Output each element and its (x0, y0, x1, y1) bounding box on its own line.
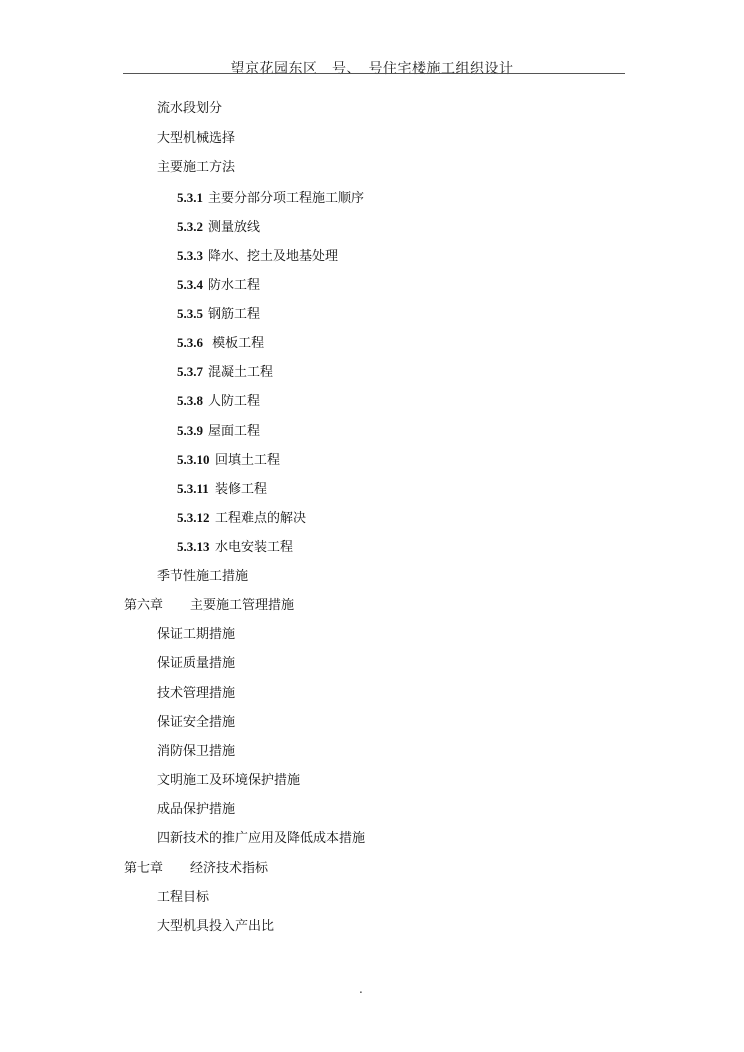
toc-entry[interactable] (177, 219, 260, 236)
toc-entry-text: 模板工程 (208, 336, 265, 351)
toc-entry-text: 降水、挖土及地基处理 (208, 249, 339, 264)
chapter-number: 第六章 (124, 598, 164, 613)
page-footer-mark: . (359, 982, 363, 996)
toc-entry-text: 季节性施工措施 (157, 569, 249, 584)
toc-entry[interactable] (157, 890, 209, 906)
toc-entry-text: 四新技术的推广应用及降低成本措施 (157, 831, 366, 846)
toc-entry[interactable] (177, 306, 260, 323)
toc-entry-text: 保证质量措施 (157, 656, 236, 671)
toc-entry[interactable] (177, 510, 306, 527)
toc-entry-text: 防水工程 (208, 278, 261, 293)
chapter-title: 经济技术指标 (190, 861, 269, 876)
toc-entry-number: 5.3.2 (177, 219, 203, 234)
toc-entry[interactable] (177, 277, 260, 294)
toc-entry-number: 5.3.7 (177, 364, 203, 379)
toc-entry[interactable] (177, 481, 267, 498)
toc-entry[interactable] (177, 364, 273, 381)
toc-entry-text: 流水段划分 (157, 101, 223, 116)
toc-entry-number: 5.3.13 (177, 539, 210, 554)
toc-entry-number: 5.3.5 (177, 306, 203, 321)
toc-entry-text: 装修工程 (215, 482, 268, 497)
toc-entry[interactable] (177, 423, 260, 440)
toc-entry-text: 工程难点的解决 (215, 511, 307, 526)
toc-entry-number: 5.3.10 (177, 452, 210, 467)
toc-entry[interactable] (177, 248, 338, 265)
toc-entry-text: 水电安装工程 (215, 540, 294, 555)
chapter-number: 第七章 (124, 861, 164, 876)
toc-chapter-entry[interactable] (124, 861, 268, 877)
toc-entry-text: 文明施工及环境保护措施 (157, 773, 301, 788)
toc-entry[interactable] (157, 919, 274, 935)
toc-entry[interactable] (157, 773, 300, 789)
toc-entry-text: 回填土工程 (215, 453, 281, 468)
toc-entry-number: 5.3.8 (177, 393, 203, 408)
toc-entry[interactable] (157, 831, 365, 847)
toc-entry[interactable] (157, 101, 222, 117)
toc-entry[interactable] (157, 686, 235, 702)
toc-entry-text: 测量放线 (208, 220, 261, 235)
toc-entry[interactable] (177, 190, 364, 207)
toc-entry-number: 5.3.6 (177, 335, 203, 350)
toc-entry[interactable] (157, 744, 235, 760)
toc-entry-text: 工程目标 (157, 890, 210, 905)
toc-entry-text: 屋面工程 (208, 424, 261, 439)
toc-entry[interactable] (157, 627, 235, 643)
toc-entry[interactable] (157, 569, 248, 585)
toc-entry[interactable] (177, 539, 293, 556)
toc-entry-number: 5.3.11 (177, 481, 209, 496)
toc-entry-text: 主要分部分项工程施工顺序 (208, 191, 365, 206)
toc-entry-text: 混凝土工程 (208, 365, 274, 380)
toc-chapter-entry[interactable] (124, 598, 294, 614)
toc-entry-text: 大型机具投入产出比 (157, 919, 275, 934)
toc-entry-text: 成品保护措施 (157, 802, 236, 817)
toc-entry[interactable] (177, 452, 280, 469)
toc-entry-text: 保证安全措施 (157, 715, 236, 730)
toc-entry-text: 人防工程 (208, 394, 261, 409)
toc-entry-text: 钢筋工程 (208, 307, 261, 322)
toc-entry[interactable] (177, 393, 260, 410)
toc-entry-number: 5.3.1 (177, 190, 203, 205)
toc-entry-text: 消防保卫措施 (157, 744, 236, 759)
toc-entry-number: 5.3.9 (177, 423, 203, 438)
toc-entry[interactable] (177, 335, 264, 352)
toc-entry[interactable] (157, 802, 235, 818)
header-rule (123, 73, 625, 74)
toc-entry-text: 保证工期措施 (157, 627, 236, 642)
toc-entry-text: 主要施工方法 (157, 160, 236, 175)
toc-entry-number: 5.3.12 (177, 510, 210, 525)
chapter-title: 主要施工管理措施 (190, 598, 295, 613)
toc-entry[interactable] (157, 131, 235, 147)
toc-entry-text: 大型机械选择 (157, 131, 236, 146)
toc-entry-number: 5.3.3 (177, 248, 203, 263)
toc-entry[interactable] (157, 715, 235, 731)
toc-entry-number: 5.3.4 (177, 277, 203, 292)
running-header-title: 望京花园东区 号、 号住宅楼施工组织设计 (230, 61, 514, 77)
toc-entry[interactable] (157, 160, 235, 176)
toc-entry-text: 技术管理措施 (157, 686, 236, 701)
toc-entry[interactable] (157, 656, 235, 672)
